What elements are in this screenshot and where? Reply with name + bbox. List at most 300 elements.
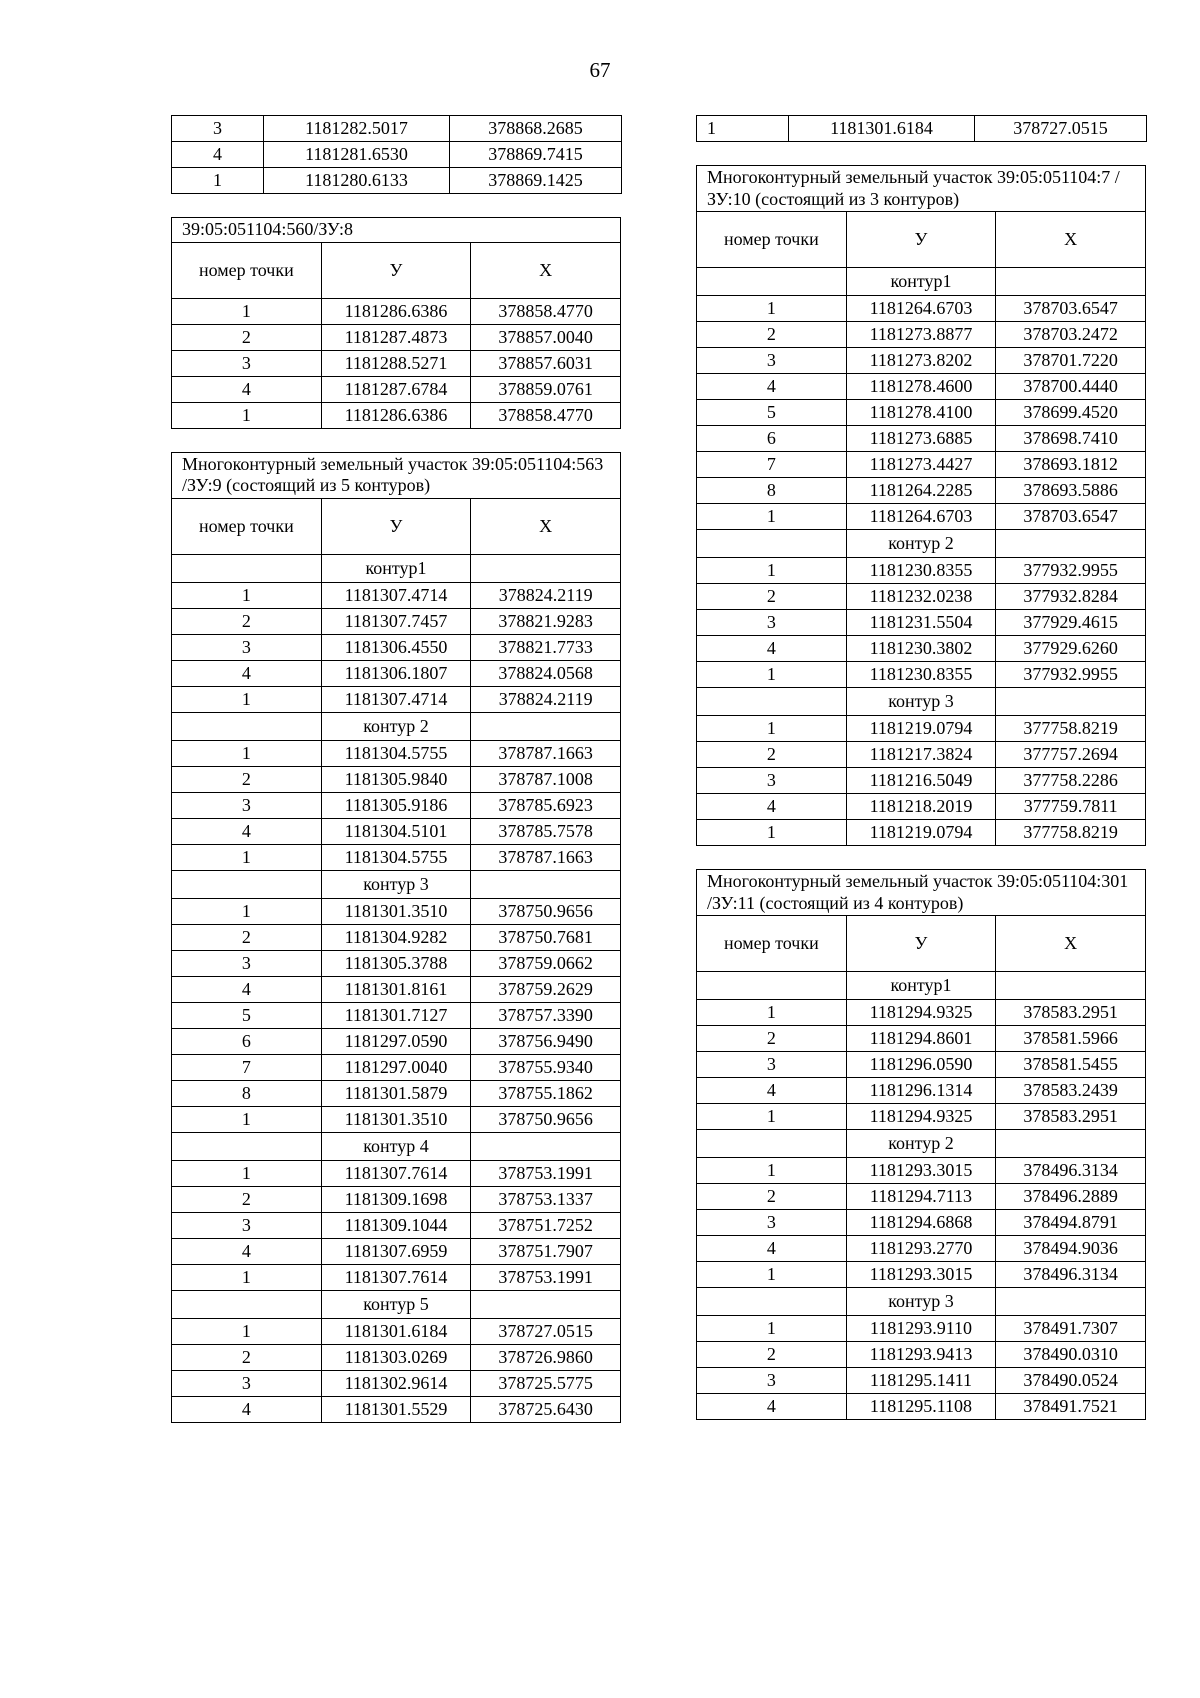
x-coordinate: 378787.1008 xyxy=(471,766,621,792)
table-row xyxy=(697,768,1146,794)
table-row xyxy=(172,950,621,976)
contour-row xyxy=(697,530,1146,558)
y-coordinate: 1181304.9282 xyxy=(321,924,471,950)
header-x: Х xyxy=(996,916,1146,972)
y-coordinate: 1181309.1698 xyxy=(321,1186,471,1212)
y-coordinate: 1181303.0269 xyxy=(321,1344,471,1370)
table-row xyxy=(172,1264,621,1290)
point-number: 4 xyxy=(697,374,847,400)
table-row xyxy=(697,662,1146,688)
x-coordinate: 377929.6260 xyxy=(996,636,1146,662)
x-coordinate: 378750.9656 xyxy=(471,898,621,924)
table-row xyxy=(172,1080,621,1106)
point-number: 4 xyxy=(697,636,847,662)
point-number: 3 xyxy=(172,350,322,376)
table-title-row xyxy=(697,166,1146,212)
x-coordinate: 377759.7811 xyxy=(996,794,1146,820)
table-title: Многоконтурный земельный участок 39:05:051104:563 /ЗУ:9 (состоящий из 5 контуров) xyxy=(172,452,621,498)
x-coordinate: 378859.0761 xyxy=(471,376,621,402)
contour-label: контур1 xyxy=(846,268,996,296)
point-number: 4 xyxy=(172,1238,322,1264)
y-coordinate: 1181297.0590 xyxy=(321,1028,471,1054)
x-coordinate: 377758.8219 xyxy=(996,820,1146,846)
contour-label: контур 2 xyxy=(846,1130,996,1158)
table-row xyxy=(697,452,1146,478)
x-coordinate: 378753.1337 xyxy=(471,1186,621,1212)
table-row xyxy=(697,116,1147,142)
table-row xyxy=(697,610,1146,636)
x-coordinate: 378583.2439 xyxy=(996,1078,1146,1104)
x-coordinate: 378725.6430 xyxy=(471,1396,621,1422)
table-row xyxy=(172,402,621,428)
x-coordinate: 378581.5966 xyxy=(996,1026,1146,1052)
x-coordinate: 378701.7220 xyxy=(996,348,1146,374)
point-number: 1 xyxy=(172,1106,322,1132)
point-number: 3 xyxy=(697,348,847,374)
point-number: 2 xyxy=(697,1026,847,1052)
point-number: 3 xyxy=(172,1370,322,1396)
table-row xyxy=(172,766,621,792)
y-coordinate: 1181294.6868 xyxy=(846,1210,996,1236)
x-coordinate: 378858.4770 xyxy=(471,298,621,324)
point-number: 1 xyxy=(697,662,847,688)
y-coordinate: 1181282.5017 xyxy=(264,116,450,142)
point-number: 4 xyxy=(697,1078,847,1104)
point-number: 1 xyxy=(172,298,322,324)
y-coordinate: 1181219.0794 xyxy=(846,820,996,846)
y-coordinate: 1181278.4600 xyxy=(846,374,996,400)
table-row xyxy=(172,116,622,142)
point-number: 1 xyxy=(172,898,322,924)
point-number: 4 xyxy=(172,976,322,1002)
point-number: 3 xyxy=(697,610,847,636)
x-coordinate: 378824.0568 xyxy=(471,660,621,686)
y-coordinate: 1181304.5755 xyxy=(321,844,471,870)
table-row xyxy=(172,740,621,766)
table-row xyxy=(172,1212,621,1238)
header-x: Х xyxy=(471,498,621,554)
point-number: 7 xyxy=(172,1054,322,1080)
coordinate-table xyxy=(171,115,622,194)
table-row xyxy=(172,1028,621,1054)
point-number: 1 xyxy=(172,1318,322,1344)
point-number: 5 xyxy=(172,1002,322,1028)
contour-label: контур 3 xyxy=(846,688,996,716)
point-number: 1 xyxy=(697,116,789,142)
point-number: 2 xyxy=(172,324,322,350)
y-coordinate: 1181307.6959 xyxy=(321,1238,471,1264)
header-point-number: номер точки xyxy=(697,212,847,268)
coordinate-table xyxy=(696,165,1146,846)
x-coordinate: 378703.6547 xyxy=(996,296,1146,322)
x-coordinate: 378787.1663 xyxy=(471,844,621,870)
y-coordinate: 1181273.6885 xyxy=(846,426,996,452)
contour-row xyxy=(172,712,621,740)
y-coordinate: 1181264.2285 xyxy=(846,478,996,504)
table-row xyxy=(172,142,622,168)
table-title: 39:05:051104:560/ЗУ:8 xyxy=(172,218,621,243)
contour-empty-cell xyxy=(996,268,1146,296)
contour-label: контур 2 xyxy=(321,712,471,740)
table-row xyxy=(172,686,621,712)
x-coordinate: 378785.7578 xyxy=(471,818,621,844)
x-coordinate: 378755.1862 xyxy=(471,1080,621,1106)
table-row xyxy=(172,1396,621,1422)
x-coordinate: 378757.3390 xyxy=(471,1002,621,1028)
y-coordinate: 1181307.7614 xyxy=(321,1160,471,1186)
x-coordinate: 378583.2951 xyxy=(996,1104,1146,1130)
contour-empty-cell xyxy=(697,1130,847,1158)
y-coordinate: 1181230.8355 xyxy=(846,558,996,584)
table-row xyxy=(697,348,1146,374)
x-coordinate: 378824.2119 xyxy=(471,582,621,608)
point-number: 1 xyxy=(697,716,847,742)
table-row xyxy=(697,1210,1146,1236)
table-title: Многоконтурный земельный участок 39:05:051104:301 /ЗУ:11 (состоящий из 4 контуров) xyxy=(697,870,1146,916)
table-row xyxy=(697,400,1146,426)
x-coordinate: 378703.6547 xyxy=(996,504,1146,530)
table-row xyxy=(697,1158,1146,1184)
point-number: 1 xyxy=(172,402,322,428)
point-number: 4 xyxy=(172,660,322,686)
point-number: 1 xyxy=(697,558,847,584)
x-coordinate: 378753.1991 xyxy=(471,1160,621,1186)
table-title-row xyxy=(697,870,1146,916)
point-number: 1 xyxy=(172,1160,322,1186)
contour-empty-cell xyxy=(996,688,1146,716)
point-number: 3 xyxy=(697,768,847,794)
table-row xyxy=(172,844,621,870)
y-coordinate: 1181296.0590 xyxy=(846,1052,996,1078)
y-coordinate: 1181306.4550 xyxy=(321,634,471,660)
table-row xyxy=(172,1106,621,1132)
x-coordinate: 378857.0040 xyxy=(471,324,621,350)
table-row xyxy=(697,1394,1146,1420)
x-coordinate: 378753.1991 xyxy=(471,1264,621,1290)
table-row xyxy=(697,478,1146,504)
x-coordinate: 378491.7521 xyxy=(996,1394,1146,1420)
table-row xyxy=(697,322,1146,348)
table-header-row xyxy=(172,498,621,554)
table-row xyxy=(172,634,621,660)
contour-empty-cell xyxy=(172,712,322,740)
header-x: Х xyxy=(471,242,621,298)
point-number: 2 xyxy=(172,608,322,634)
point-number: 1 xyxy=(697,1158,847,1184)
point-number: 1 xyxy=(172,1264,322,1290)
point-number: 4 xyxy=(172,142,264,168)
left-column xyxy=(171,115,621,1446)
point-number: 1 xyxy=(172,740,322,766)
contour-empty-cell xyxy=(697,268,847,296)
y-coordinate: 1181295.1108 xyxy=(846,1394,996,1420)
y-coordinate: 1181295.1411 xyxy=(846,1368,996,1394)
x-coordinate: 378821.7733 xyxy=(471,634,621,660)
table-row xyxy=(172,1238,621,1264)
x-coordinate: 378703.2472 xyxy=(996,322,1146,348)
contour-row xyxy=(172,1132,621,1160)
point-number: 2 xyxy=(172,1186,322,1212)
x-coordinate: 378727.0515 xyxy=(471,1318,621,1344)
table-row xyxy=(172,898,621,924)
point-number: 4 xyxy=(172,1396,322,1422)
table-row xyxy=(172,608,621,634)
contour-empty-cell xyxy=(996,530,1146,558)
contour-empty-cell xyxy=(996,1288,1146,1316)
table-row xyxy=(697,636,1146,662)
x-coordinate: 378699.4520 xyxy=(996,400,1146,426)
contour-label: контур 5 xyxy=(321,1290,471,1318)
header-y: У xyxy=(321,498,471,554)
x-coordinate: 377932.9955 xyxy=(996,662,1146,688)
y-coordinate: 1181293.3015 xyxy=(846,1158,996,1184)
point-number: 8 xyxy=(172,1080,322,1106)
x-coordinate: 378751.7252 xyxy=(471,1212,621,1238)
contour-label: контур 4 xyxy=(321,1132,471,1160)
x-coordinate: 378693.1812 xyxy=(996,452,1146,478)
table-row xyxy=(697,794,1146,820)
table-row xyxy=(172,376,621,402)
y-coordinate: 1181218.2019 xyxy=(846,794,996,820)
point-number: 2 xyxy=(697,584,847,610)
x-coordinate: 378725.5775 xyxy=(471,1370,621,1396)
table-row xyxy=(697,1236,1146,1262)
y-coordinate: 1181280.6133 xyxy=(264,168,450,194)
y-coordinate: 1181293.9110 xyxy=(846,1316,996,1342)
table-row xyxy=(697,426,1146,452)
contour-label: контур 2 xyxy=(846,530,996,558)
y-coordinate: 1181304.5101 xyxy=(321,818,471,844)
point-number: 2 xyxy=(697,742,847,768)
table-row xyxy=(172,324,621,350)
table-row xyxy=(172,818,621,844)
point-number: 1 xyxy=(697,820,847,846)
y-coordinate: 1181307.4714 xyxy=(321,582,471,608)
x-coordinate: 378693.5886 xyxy=(996,478,1146,504)
point-number: 2 xyxy=(697,322,847,348)
y-coordinate: 1181301.3510 xyxy=(321,898,471,924)
x-coordinate: 378750.9656 xyxy=(471,1106,621,1132)
y-coordinate: 1181294.8601 xyxy=(846,1026,996,1052)
point-number: 2 xyxy=(697,1342,847,1368)
x-coordinate: 377758.8219 xyxy=(996,716,1146,742)
x-coordinate: 378785.6923 xyxy=(471,792,621,818)
point-number: 6 xyxy=(172,1028,322,1054)
point-number: 4 xyxy=(172,818,322,844)
x-coordinate: 378491.7307 xyxy=(996,1316,1146,1342)
y-coordinate: 1181307.7614 xyxy=(321,1264,471,1290)
y-coordinate: 1181301.6184 xyxy=(789,116,975,142)
header-x: Х xyxy=(996,212,1146,268)
x-coordinate: 378490.0524 xyxy=(996,1368,1146,1394)
point-number: 6 xyxy=(697,426,847,452)
point-number: 4 xyxy=(697,1236,847,1262)
point-number: 1 xyxy=(697,1262,847,1288)
table-row xyxy=(697,716,1146,742)
y-coordinate: 1181264.6703 xyxy=(846,296,996,322)
table-row xyxy=(172,1318,621,1344)
table-row xyxy=(697,1052,1146,1078)
x-coordinate: 378858.4770 xyxy=(471,402,621,428)
y-coordinate: 1181294.9325 xyxy=(846,1104,996,1130)
table-row xyxy=(172,1160,621,1186)
point-number: 4 xyxy=(697,794,847,820)
coordinate-table xyxy=(696,869,1146,1420)
contour-empty-cell xyxy=(697,688,847,716)
contour-empty-cell xyxy=(172,1290,322,1318)
x-coordinate: 378583.2951 xyxy=(996,1000,1146,1026)
point-number: 3 xyxy=(172,950,322,976)
x-coordinate: 378490.0310 xyxy=(996,1342,1146,1368)
point-number: 7 xyxy=(697,452,847,478)
header-point-number: номер точки xyxy=(172,242,322,298)
coordinate-table xyxy=(696,115,1147,142)
y-coordinate: 1181296.1314 xyxy=(846,1078,996,1104)
x-coordinate: 378700.4440 xyxy=(996,374,1146,400)
table-row xyxy=(172,1344,621,1370)
point-number: 1 xyxy=(697,1316,847,1342)
x-coordinate: 378494.9036 xyxy=(996,1236,1146,1262)
x-coordinate: 377932.8284 xyxy=(996,584,1146,610)
y-coordinate: 1181301.6184 xyxy=(321,1318,471,1344)
y-coordinate: 1181306.1807 xyxy=(321,660,471,686)
y-coordinate: 1181293.2770 xyxy=(846,1236,996,1262)
table-row xyxy=(697,374,1146,400)
header-y: У xyxy=(321,242,471,298)
y-coordinate: 1181287.6784 xyxy=(321,376,471,402)
contour-empty-cell xyxy=(697,1288,847,1316)
point-number: 2 xyxy=(172,766,322,792)
y-coordinate: 1181216.5049 xyxy=(846,768,996,794)
point-number: 3 xyxy=(697,1052,847,1078)
point-number: 1 xyxy=(172,844,322,870)
page-number: 67 xyxy=(589,58,611,82)
header-point-number: номер точки xyxy=(172,498,322,554)
contour-empty-cell xyxy=(996,972,1146,1000)
contour-empty-cell xyxy=(471,1290,621,1318)
table-row xyxy=(172,1054,621,1080)
contour-row xyxy=(697,1288,1146,1316)
contour-label: контур 3 xyxy=(846,1288,996,1316)
x-coordinate: 378751.7907 xyxy=(471,1238,621,1264)
contour-row xyxy=(172,1290,621,1318)
x-coordinate: 378869.7415 xyxy=(450,142,622,168)
point-number: 3 xyxy=(172,116,264,142)
contour-empty-cell xyxy=(996,1130,1146,1158)
x-coordinate: 378869.1425 xyxy=(450,168,622,194)
header-y: У xyxy=(846,212,996,268)
point-number: 1 xyxy=(697,296,847,322)
table-row xyxy=(697,296,1146,322)
x-coordinate: 378581.5455 xyxy=(996,1052,1146,1078)
right-column xyxy=(696,115,1146,1443)
header-y: У xyxy=(846,916,996,972)
point-number: 4 xyxy=(172,376,322,402)
y-coordinate: 1181304.5755 xyxy=(321,740,471,766)
x-coordinate: 378868.2685 xyxy=(450,116,622,142)
table-row xyxy=(172,976,621,1002)
y-coordinate: 1181230.8355 xyxy=(846,662,996,688)
point-number: 1 xyxy=(697,1104,847,1130)
y-coordinate: 1181231.5504 xyxy=(846,610,996,636)
y-coordinate: 1181305.9840 xyxy=(321,766,471,792)
y-coordinate: 1181297.0040 xyxy=(321,1054,471,1080)
table-row xyxy=(172,1186,621,1212)
x-coordinate: 378496.2889 xyxy=(996,1184,1146,1210)
point-number: 4 xyxy=(697,1394,847,1420)
y-coordinate: 1181294.7113 xyxy=(846,1184,996,1210)
point-number: 2 xyxy=(172,924,322,950)
contour-empty-cell xyxy=(697,972,847,1000)
x-coordinate: 378756.9490 xyxy=(471,1028,621,1054)
x-coordinate: 378698.7410 xyxy=(996,426,1146,452)
table-row xyxy=(172,924,621,950)
point-number: 1 xyxy=(172,686,322,712)
y-coordinate: 1181307.7457 xyxy=(321,608,471,634)
point-number: 3 xyxy=(697,1368,847,1394)
y-coordinate: 1181305.9186 xyxy=(321,792,471,818)
contour-row xyxy=(697,268,1146,296)
y-coordinate: 1181309.1044 xyxy=(321,1212,471,1238)
y-coordinate: 1181286.6386 xyxy=(321,298,471,324)
y-coordinate: 1181219.0794 xyxy=(846,716,996,742)
table-row xyxy=(172,168,622,194)
table-row xyxy=(697,1368,1146,1394)
contour-label: контур 3 xyxy=(321,870,471,898)
point-number: 2 xyxy=(697,1184,847,1210)
table-title: Многоконтурный земельный участок 39:05:051104:7 /ЗУ:10 (состоящий из 3 контуров) xyxy=(697,166,1146,212)
header-point-number: номер точки xyxy=(697,916,847,972)
y-coordinate: 1181307.4714 xyxy=(321,686,471,712)
table-row xyxy=(172,582,621,608)
x-coordinate: 378857.6031 xyxy=(471,350,621,376)
table-row xyxy=(697,1342,1146,1368)
contour-row xyxy=(172,554,621,582)
table-row xyxy=(697,1184,1146,1210)
x-coordinate: 378726.9860 xyxy=(471,1344,621,1370)
table-title-row xyxy=(172,218,621,243)
x-coordinate: 378759.0662 xyxy=(471,950,621,976)
point-number: 1 xyxy=(172,582,322,608)
contour-empty-cell xyxy=(471,712,621,740)
table-row xyxy=(697,504,1146,530)
y-coordinate: 1181217.3824 xyxy=(846,742,996,768)
table-row xyxy=(697,1316,1146,1342)
contour-row xyxy=(697,972,1146,1000)
y-coordinate: 1181264.6703 xyxy=(846,504,996,530)
coordinate-table xyxy=(171,217,621,429)
x-coordinate: 378755.9340 xyxy=(471,1054,621,1080)
y-coordinate: 1181301.7127 xyxy=(321,1002,471,1028)
x-coordinate: 378496.3134 xyxy=(996,1158,1146,1184)
y-coordinate: 1181287.4873 xyxy=(321,324,471,350)
y-coordinate: 1181232.0238 xyxy=(846,584,996,610)
table-row xyxy=(172,1370,621,1396)
contour-label: контур1 xyxy=(321,554,471,582)
table-row xyxy=(697,1078,1146,1104)
x-coordinate: 378759.2629 xyxy=(471,976,621,1002)
contour-row xyxy=(697,688,1146,716)
x-coordinate: 377932.9955 xyxy=(996,558,1146,584)
contour-row xyxy=(697,1130,1146,1158)
table-header-row xyxy=(697,212,1146,268)
x-coordinate: 378824.2119 xyxy=(471,686,621,712)
point-number: 3 xyxy=(172,1212,322,1238)
y-coordinate: 1181278.4100 xyxy=(846,400,996,426)
x-coordinate: 378787.1663 xyxy=(471,740,621,766)
point-number: 3 xyxy=(172,634,322,660)
y-coordinate: 1181301.3510 xyxy=(321,1106,471,1132)
